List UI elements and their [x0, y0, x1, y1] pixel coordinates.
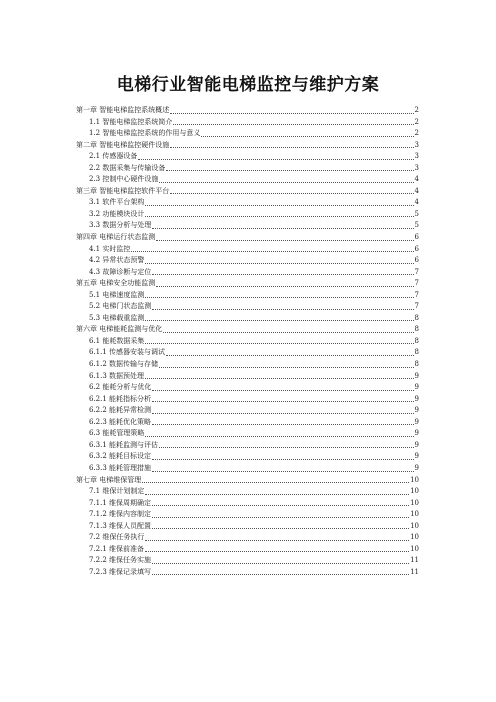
toc-entry[interactable]	[76, 347, 419, 359]
toc-dot-leader	[145, 436, 413, 437]
toc-page-number: 7	[414, 267, 419, 276]
toc-entry-title: 3.3 数据分析与处理	[89, 221, 152, 230]
toc-entry-title: 7.2.3 维保记录填写	[89, 567, 152, 576]
toc-page-number: 8	[414, 336, 419, 345]
toc-entry[interactable]	[76, 186, 419, 198]
toc-entry-title: 2.1 传感器设备	[89, 152, 138, 161]
toc-entry[interactable]	[76, 244, 419, 256]
toc-entry-title: 4.1 实时监控	[89, 244, 131, 253]
toc-page-number: 10	[410, 510, 419, 519]
toc-entry[interactable]	[76, 405, 419, 417]
toc-entry[interactable]	[76, 417, 419, 429]
toc-dot-leader	[152, 274, 413, 275]
toc-dot-leader	[145, 263, 413, 264]
toc-entry-title: 5.1 电梯速度监测	[89, 290, 145, 299]
toc-entry-title: 4.3 故障诊断与定位	[89, 267, 152, 276]
toc-page-number: 11	[410, 556, 419, 565]
toc-entry-title: 6.2 能耗分析与优化	[89, 383, 152, 392]
toc-page-number: 10	[410, 521, 419, 530]
toc-entry[interactable]	[76, 105, 419, 117]
toc-dot-leader	[152, 390, 413, 391]
toc-page-number: 2	[414, 106, 419, 114]
toc-page-number: 4	[414, 175, 419, 184]
toc-dot-leader	[159, 367, 413, 368]
toc-entry[interactable]	[76, 521, 419, 533]
toc-dot-leader	[159, 182, 413, 183]
toc-entry[interactable]	[76, 463, 419, 475]
toc-entry[interactable]	[76, 290, 419, 302]
table-of-contents	[76, 105, 419, 578]
toc-dot-leader	[152, 228, 413, 229]
toc-dot-leader	[166, 355, 413, 356]
toc-dot-leader	[145, 320, 413, 321]
toc-entry[interactable]	[76, 301, 419, 313]
toc-entry-title: 4.2 异常状态预警	[89, 256, 145, 265]
toc-page-number: 6	[414, 256, 419, 265]
toc-dot-leader	[145, 343, 413, 344]
toc-entry[interactable]	[76, 532, 419, 544]
toc-page-number: 2	[414, 129, 419, 138]
toc-entry[interactable]	[76, 163, 419, 175]
toc-entry-title: 1.1 智能电梯监控系统简介	[89, 117, 173, 126]
toc-entry[interactable]	[76, 498, 419, 510]
toc-dot-leader	[152, 413, 413, 414]
toc-dot-leader	[163, 332, 413, 333]
toc-dot-leader	[173, 124, 413, 125]
toc-entry[interactable]	[76, 544, 419, 556]
toc-entry-title: 5.3 电梯载重监测	[89, 313, 145, 322]
toc-entry-title: 6.1.2 数据传输与存储	[89, 360, 159, 369]
toc-entry[interactable]	[76, 220, 419, 232]
toc-page-number: 9	[414, 463, 419, 472]
toc-dot-leader	[145, 540, 409, 541]
toc-entry-title: 6.3.1 能耗监测与评估	[89, 440, 159, 449]
toc-page-number: 3	[414, 152, 419, 161]
toc-dot-leader	[152, 459, 413, 460]
toc-entry[interactable]	[76, 440, 419, 452]
toc-dot-leader	[145, 216, 413, 217]
toc-entry-title: 6.1.3 数据预处理	[89, 371, 145, 380]
toc-entry-title: 2.2 数据采集与传输设备	[89, 163, 166, 172]
toc-page-number: 9	[414, 452, 419, 461]
toc-entry-title: 6.2.2 能耗异常检测	[89, 406, 152, 415]
toc-entry[interactable]	[76, 255, 419, 267]
toc-entry-title: 3.2 功能模块设计	[89, 209, 145, 218]
toc-page-number: 3	[414, 163, 419, 172]
toc-dot-leader	[145, 378, 413, 379]
toc-page-number: 11	[410, 567, 419, 576]
toc-dot-leader	[152, 401, 413, 402]
toc-dot-leader	[156, 240, 413, 241]
toc-entry-title: 1.2 智能电梯监控系统的作用与意义	[89, 129, 201, 138]
toc-page-number: 8	[414, 313, 419, 322]
toc-entry[interactable]	[76, 359, 419, 371]
toc-page-number: 8	[414, 360, 419, 369]
toc-dot-leader	[138, 159, 413, 160]
toc-page-number: 9	[414, 383, 419, 392]
toc-page-number: 8	[414, 348, 419, 357]
toc-dot-leader	[152, 505, 409, 506]
toc-page-number: 7	[414, 279, 419, 288]
toc-page-number: 4	[414, 198, 419, 207]
toc-entry[interactable]	[76, 117, 419, 129]
toc-dot-leader	[145, 494, 409, 495]
toc-page-number: 5	[414, 209, 419, 218]
toc-page-number: 9	[414, 371, 419, 380]
toc-dot-leader	[152, 471, 413, 472]
toc-page-number: 9	[414, 440, 419, 449]
toc-entry-title: 7.2.2 维保任务实施	[89, 556, 152, 565]
toc-entry-title: 6.3 能耗管理策略	[89, 429, 145, 438]
toc-entry[interactable]	[76, 313, 419, 325]
toc-entry[interactable]	[76, 197, 419, 209]
toc-entry-title: 第七章 电梯维保管理	[76, 475, 142, 484]
toc-entry[interactable]	[76, 394, 419, 406]
toc-entry[interactable]	[76, 371, 419, 383]
toc-entry-title: 7.1.1 维保周期确定	[89, 498, 152, 507]
toc-dot-leader	[201, 136, 413, 137]
toc-entry-title: 7.1.2 维保内容制定	[89, 510, 152, 519]
toc-entry-title: 7.2.1 维保前准备	[89, 544, 145, 553]
toc-entry-title: 6.2.3 能耗优化策略	[89, 417, 152, 426]
toc-dot-leader	[152, 517, 409, 518]
toc-entry[interactable]	[76, 382, 419, 394]
toc-entry-title: 6.1.1 传感器安装与调试	[89, 348, 166, 357]
toc-entry[interactable]	[76, 267, 419, 279]
toc-entry[interactable]	[76, 486, 419, 498]
toc-entry-title: 5.2 电梯门状态监测	[89, 302, 152, 311]
toc-dot-leader	[170, 147, 413, 148]
toc-dot-leader	[152, 563, 409, 564]
toc-entry-title: 6.1 能耗数据采集	[89, 336, 145, 345]
toc-entry[interactable]	[76, 451, 419, 463]
toc-entry[interactable]	[76, 278, 419, 290]
toc-dot-leader	[145, 297, 413, 298]
toc-page-number: 8	[414, 325, 419, 334]
toc-page-number: 3	[414, 140, 419, 149]
toc-dot-leader	[142, 482, 409, 483]
toc-page-number: 2	[414, 117, 419, 126]
toc-entry-title: 6.3.2 能耗目标设定	[89, 452, 152, 461]
toc-page-number: 7	[414, 290, 419, 299]
toc-entry[interactable]	[76, 555, 419, 567]
toc-entry-title: 7.2 维保任务执行	[89, 533, 145, 542]
toc-entry-title: 第六章 电梯能耗监测与优化	[76, 325, 163, 334]
toc-dot-leader	[145, 551, 409, 552]
toc-entry[interactable]	[76, 428, 419, 440]
toc-dot-leader	[166, 170, 413, 171]
toc-entry-title: 第三章 智能电梯监控软件平台	[76, 186, 170, 195]
toc-entry-title: 2.3 控制中心硬件设施	[89, 175, 159, 184]
toc-page-number: 6	[414, 233, 419, 242]
toc-dot-leader	[145, 205, 413, 206]
toc-entry-title: 第四章 电梯运行状态监测	[76, 233, 156, 242]
toc-page-number: 10	[410, 544, 419, 553]
toc-dot-leader	[152, 309, 413, 310]
toc-entry-title: 6.2.1 能耗指标分析	[89, 394, 152, 403]
toc-entry-title: 7.1 维保计划制定	[89, 487, 145, 496]
toc-entry-title: 3.1 软件平台架构	[89, 198, 145, 207]
toc-entry[interactable]	[76, 140, 419, 152]
toc-entry-title: 第一章 智能电梯监控系统概述	[76, 106, 170, 114]
toc-entry-title: 第五章 电梯安全功能监测	[76, 279, 156, 288]
toc-entry[interactable]	[76, 324, 419, 336]
toc-page-number: 9	[414, 417, 419, 426]
toc-dot-leader	[159, 447, 413, 448]
toc-dot-leader	[152, 574, 409, 575]
toc-entry[interactable]	[76, 336, 419, 348]
toc-page-number: 5	[414, 221, 419, 230]
toc-entry-title: 第二章 智能电梯监控硬件设施	[76, 140, 170, 149]
toc-page-number: 4	[414, 186, 419, 195]
toc-entry-title: 7.1.3 维保人员配置	[89, 521, 152, 530]
toc-entry[interactable]	[76, 567, 419, 579]
toc-page-number: 9	[414, 394, 419, 403]
toc-entry-title: 6.3.3 能耗管理措施	[89, 463, 152, 472]
toc-entry[interactable]	[76, 509, 419, 521]
toc-entry[interactable]	[76, 174, 419, 186]
toc-dot-leader	[170, 193, 413, 194]
toc-dot-leader	[152, 528, 409, 529]
toc-page-number: 6	[414, 244, 419, 253]
toc-entry[interactable]	[76, 128, 419, 140]
toc-dot-leader	[152, 424, 413, 425]
document-title: 电梯行业智能电梯监控与维护方案	[116, 75, 380, 95]
toc-dot-leader	[170, 113, 413, 114]
toc-page-number: 10	[410, 475, 419, 484]
toc-entry[interactable]	[76, 151, 419, 163]
toc-page-number: 9	[414, 406, 419, 415]
toc-entry[interactable]	[76, 209, 419, 221]
toc-dot-leader	[131, 251, 413, 252]
toc-page-number: 10	[410, 487, 419, 496]
toc-page-number: 10	[410, 533, 419, 542]
toc-dot-leader	[156, 286, 413, 287]
toc-page-number: 7	[414, 302, 419, 311]
toc-entry[interactable]	[76, 475, 419, 487]
toc-entry[interactable]	[76, 232, 419, 244]
toc-page-number: 9	[414, 429, 419, 438]
toc-page-number: 10	[410, 498, 419, 507]
